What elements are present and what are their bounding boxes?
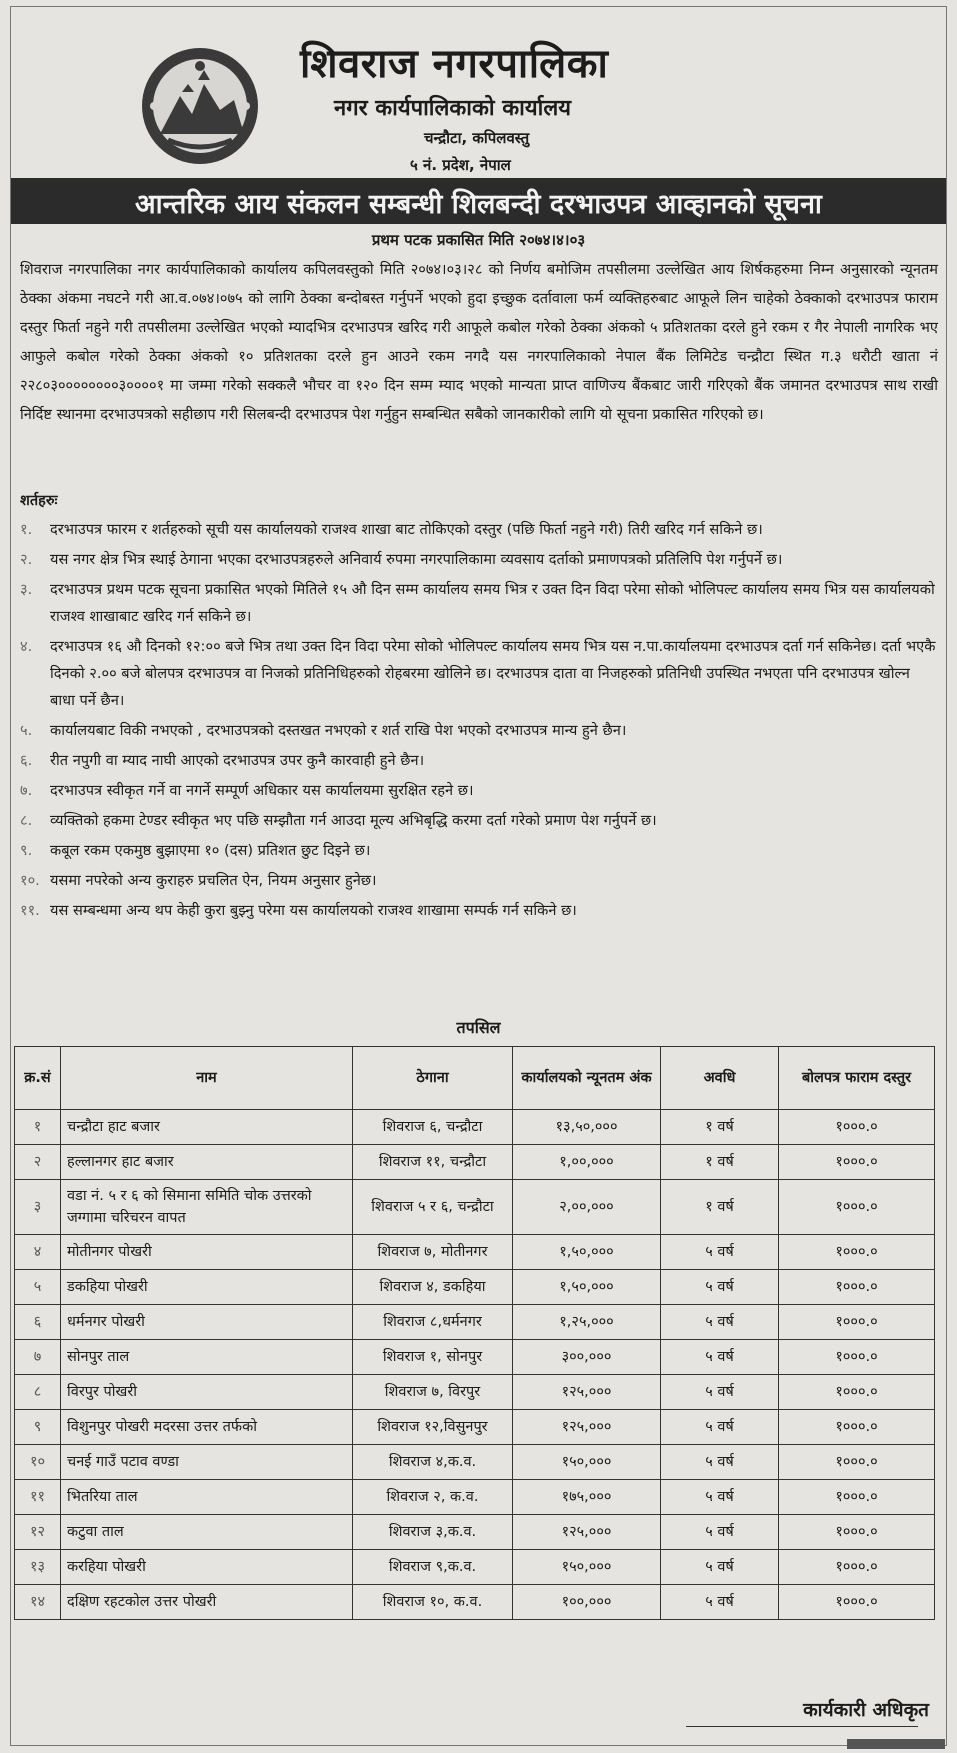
- term-item: [20, 516, 938, 543]
- cell-amount: १५०,०००: [513, 1550, 661, 1585]
- cell-name: चनई गाउँ पटाव वण्डा: [61, 1445, 353, 1480]
- cell-address: शिवराज ७, मोतीनगर: [353, 1235, 513, 1270]
- term-item: [20, 807, 938, 834]
- term-number: ३.: [20, 581, 33, 598]
- cell-address: शिवराज १, सोनपुर: [353, 1340, 513, 1375]
- cell-name: भितरिया ताल: [61, 1480, 353, 1515]
- header: [0, 0, 957, 172]
- intro-paragraph: शिवराज नगरपालिका नगर कार्यपालिकाको कार्यालय कपिलवस्तुको मिति २०७४।०३।२८ को निर्णय बमोजिम तपसीलमा उल्लेखित आय शिर्षकहरुमा निम्न अनुसारको न्यूनतम ठेक्का अंकमा नघटने गरी आ.व.०७४।०७५ को लागि ठेक्का बन्दोबस्त गर्नुपर्ने भएको हुदा इच्छुक दर्तावाला फर्म व्यक्तिहरुबाट आफूले लिन चाहेको ठेक्काको दरभाउपत्र फाराम दस्तुर फिर्ता नहुने गरी तपसीलमा उल्लेखित भएको म्यादभित्र दरभाउपत्र खरिद गरी आफूले कबोल गरेको ठेक्का अंकको ५ प्रतिशतका दरले हुने रकम र गैर नेपाली नागरिक भए आफुले कबोल गरेको ठेक्का अंकको १० प्रतिशतका दरले हुन आउने रकम नगदै यस नगरपालिकाको नेपाल बैंक लिमिटेड चन्द्रौटा स्थित ग.३ धरौटी खाता नं २२८०३००००००००३००००१ मा जम्मा गरेको सक्कलै भौचर वा १२० दिन सम्म म्याद भएको मान्यता प्राप्त वाणिज्य बैंकबाट जारी गरिएको बैंक जमानत दरभाउपत्र साथ राखी निर्दिष्ट स्थानमा दरभाउपत्रको सहीछाप गरी सिलबन्दी दरभाउपत्र पेश गर्नुहुन सम्बन्धित सबैको जानकारीको लागि यो सूचना प्रकासित गरिएको छ।: [20, 261, 939, 423]
- cell-name: हल्लानगर हाट बजार: [61, 1145, 353, 1180]
- cell-amount: १,००,०००: [513, 1145, 661, 1180]
- table-row: [15, 1180, 935, 1235]
- term-number: ९.: [20, 842, 33, 859]
- term-text: यस सम्बन्धमा अन्य थप केही कुरा बुझ्नु परेमा यस कार्यालयको राजश्व शाखामा सम्पर्क गर्न सकिने छ।: [50, 902, 577, 919]
- signatory-title: कार्यकारी अधिकृत: [803, 1699, 929, 1721]
- cell-amount: ३००,०००: [513, 1340, 661, 1375]
- cell-name: कटुवा ताल: [61, 1515, 353, 1550]
- term-text: दरभाउपत्र १६ औ दिनको १२:०० बजे भित्र तथा उक्त दिन विदा परेमा सोको भोलिपल्ट कार्यालय समय भित्र यस न.पा.कार्यालयमा दरभाउपत्र दर्ता गर्न सकिनेछ। दर्ता भएकै दिनको २.०० बजे बोलपत्र दरभाउपत्र वा निजको प्रतिनिधिहरुको रोहबरमा खोलिने छ। दरभाउपत्र दाता वा निजहरुको प्रतिनिधी उपस्थित नभएता पनि दरभाउपत्र खोल्न बाधा पर्ने छैन।: [50, 638, 936, 709]
- cell-address: शिवराज ९,क.व.: [353, 1550, 513, 1585]
- province-line: ५ नं. प्रदेश, नेपाल: [410, 156, 511, 174]
- cell-sn: ३: [15, 1180, 61, 1235]
- government-emblem-icon: [138, 44, 262, 168]
- cell-name: सोनपुर ताल: [61, 1340, 353, 1375]
- cell-duration: १ वर्ष: [661, 1145, 779, 1180]
- column-header-sn: क्र.सं: [15, 1047, 61, 1110]
- table-row: [15, 1110, 935, 1145]
- cell-name: विरपुर पोखरी: [61, 1375, 353, 1410]
- term-number: ८.: [20, 812, 33, 829]
- table-row: [15, 1340, 935, 1375]
- cell-duration: ५ वर्ष: [661, 1550, 779, 1585]
- notice-title-banner: आन्तरिक आय संकलन सम्बन्धी शिलबन्दी दरभाउपत्र आव्हानको सूचना: [11, 178, 946, 224]
- cell-address: शिवराज ३,क.व.: [353, 1515, 513, 1550]
- term-text: कबूल रकम एकमुष्ठ बुझाएमा १० (दस) प्रतिशत छुट दिइने छ।: [50, 842, 371, 859]
- column-header-address: ठेगाना: [353, 1047, 513, 1110]
- column-header-fee: बोलपत्र फाराम दस्तुर: [779, 1047, 935, 1110]
- table-row: [15, 1515, 935, 1550]
- cell-fee: १०००.०: [779, 1180, 935, 1235]
- cell-sn: ५: [15, 1270, 61, 1305]
- term-number: १.: [20, 521, 33, 538]
- term-item: [20, 633, 938, 714]
- publication-date: प्रथम पटक प्रकासित मिति २०७४।४।०३: [371, 231, 586, 249]
- term-text: रीत नपुगी वा म्याद नाघी आएको दरभाउपत्र उपर कुनै कारवाही हुने छैन।: [50, 752, 425, 769]
- cell-duration: ५ वर्ष: [661, 1375, 779, 1410]
- cell-duration: ५ वर्ष: [661, 1305, 779, 1340]
- term-number: ४.: [20, 638, 33, 655]
- cell-fee: १०००.०: [779, 1375, 935, 1410]
- cell-duration: ५ वर्ष: [661, 1270, 779, 1305]
- cell-duration: ५ वर्ष: [661, 1445, 779, 1480]
- cell-name: दक्षिण रहटकोल उत्तर पोखरी: [61, 1585, 353, 1620]
- schedule-table: [14, 1046, 935, 1620]
- cell-sn: १: [15, 1110, 61, 1145]
- term-item: [20, 576, 938, 630]
- cell-duration: ५ वर्ष: [661, 1585, 779, 1620]
- cell-sn: १४: [15, 1585, 61, 1620]
- cell-fee: १०००.०: [779, 1515, 935, 1550]
- cell-sn: ७: [15, 1340, 61, 1375]
- term-text: यसमा नपरेको अन्य कुराहरु प्रचलित ऐन, नियम अनुसार हुनेछ।: [50, 872, 377, 889]
- terms-list: [20, 516, 938, 927]
- term-number: ७.: [20, 782, 33, 799]
- cell-amount: १२५,०००: [513, 1375, 661, 1410]
- cell-address: शिवराज ८,धर्मनगर: [353, 1305, 513, 1340]
- column-header-name: नाम: [61, 1047, 353, 1110]
- schedule-heading: तपसिल: [456, 1018, 501, 1037]
- term-item: [20, 867, 938, 894]
- cell-sn: ८: [15, 1375, 61, 1410]
- cell-name: डकहिया पोखरी: [61, 1270, 353, 1305]
- terms-heading: शर्तहरुः: [20, 493, 58, 509]
- column-header-duration: अवधि: [661, 1047, 779, 1110]
- cell-fee: १०००.०: [779, 1145, 935, 1180]
- term-item: [20, 837, 938, 864]
- term-item: [20, 747, 938, 774]
- term-item: [20, 777, 938, 804]
- table-row: [15, 1145, 935, 1180]
- cell-fee: १०००.०: [779, 1585, 935, 1620]
- term-text: कार्यालयबाट विकी नभएको , दरभाउपत्रको दस्तखत नभएको र शर्त राखि पेश भएको दरभाउपत्र मान्य हुने छैन।: [50, 722, 627, 739]
- cell-amount: १,५०,०००: [513, 1270, 661, 1305]
- cell-duration: १ वर्ष: [661, 1180, 779, 1235]
- table-row: [15, 1445, 935, 1480]
- table-row: [15, 1375, 935, 1410]
- cell-fee: १०००.०: [779, 1445, 935, 1480]
- table-row: [15, 1480, 935, 1515]
- cell-duration: ५ वर्ष: [661, 1410, 779, 1445]
- cell-duration: ५ वर्ष: [661, 1340, 779, 1375]
- term-number: ५.: [20, 722, 33, 739]
- cell-fee: १०००.०: [779, 1235, 935, 1270]
- cell-fee: १०००.०: [779, 1110, 935, 1145]
- cell-address: शिवराज ११, चन्द्रौटा: [353, 1145, 513, 1180]
- cell-fee: १०००.०: [779, 1305, 935, 1340]
- cell-name: चन्द्रौटा हाट बजार: [61, 1110, 353, 1145]
- table-row: [15, 1270, 935, 1305]
- cell-sn: १३: [15, 1550, 61, 1585]
- cell-duration: ५ वर्ष: [661, 1515, 779, 1550]
- cell-address: शिवराज ४, डकहिया: [353, 1270, 513, 1305]
- cell-address: शिवराज १२,विसुनपुर: [353, 1410, 513, 1445]
- term-text: यस नगर क्षेत्र भित्र स्थाई ठेगाना भएका दरभाउपत्रहरुले अनिवार्य रुपमा नगरपालिकामा व्यवसाय दर्ताको प्रमाणपत्रको प्रतिलिपि पेश गर्नुपर्ने छ।: [50, 551, 783, 568]
- term-text: दरभाउपत्र स्वीकृत गर्ने वा नगर्ने सम्पूर्ण अधिकार यस कार्यालयमा सुरक्षित रहने छ।: [50, 782, 474, 799]
- cell-sn: १२: [15, 1515, 61, 1550]
- table-row: [15, 1305, 935, 1340]
- term-item: [20, 717, 938, 744]
- cell-address: शिवराज १०, क.व.: [353, 1585, 513, 1620]
- table-row: [15, 1550, 935, 1585]
- cell-amount: २,००,०००: [513, 1180, 661, 1235]
- cell-amount: १००,०००: [513, 1585, 661, 1620]
- cell-sn: ६: [15, 1305, 61, 1340]
- cell-amount: १७५,०००: [513, 1480, 661, 1515]
- cell-sn: २: [15, 1145, 61, 1180]
- term-item: [20, 546, 938, 573]
- office-subtitle: नगर कार्यपालिकाको कार्यालय: [334, 96, 571, 121]
- cell-fee: १०००.०: [779, 1340, 935, 1375]
- cell-fee: १०००.०: [779, 1550, 935, 1585]
- cell-amount: १५०,०००: [513, 1445, 661, 1480]
- cell-name: करहिया पोखरी: [61, 1550, 353, 1585]
- signature-underline: [686, 1726, 918, 1727]
- term-text: दरभाउपत्र प्रथम पटक सूचना प्रकासित भएको मितिले १५ औ दिन सम्म कार्यालय समय भित्र र उक्त दिन विदा परेमा सोको भोलिपल्ट कार्यालय समय भित्र यस कार्यालयको राजश्व शाखाबाट खरिद गर्न सकिने छ।: [50, 581, 935, 625]
- cell-amount: १२५,०००: [513, 1410, 661, 1445]
- cell-address: शिवराज ६, चन्द्रौटा: [353, 1110, 513, 1145]
- cell-address: शिवराज ७, विरपुर: [353, 1375, 513, 1410]
- cell-address: शिवराज २, क.व.: [353, 1480, 513, 1515]
- scan-edge-mark: [847, 1739, 945, 1749]
- cell-amount: १२५,०००: [513, 1515, 661, 1550]
- column-header-amount: कार्यालयको न्यूनतम अंक: [513, 1047, 661, 1110]
- cell-amount: १,५०,०००: [513, 1235, 661, 1270]
- table-row: [15, 1235, 935, 1270]
- cell-duration: १ वर्ष: [661, 1110, 779, 1145]
- cell-name: वडा नं. ५ र ६ को सिमाना समिति चोक उत्तरको जग्गामा चरिचरन वापत: [61, 1180, 353, 1235]
- cell-sn: ४: [15, 1235, 61, 1270]
- table-row: [15, 1410, 935, 1445]
- cell-name: मोतीनगर पोखरी: [61, 1235, 353, 1270]
- term-number: ११.: [20, 902, 40, 919]
- cell-fee: १०००.०: [779, 1480, 935, 1515]
- cell-address: शिवराज ४,क.व.: [353, 1445, 513, 1480]
- term-text: व्यक्तिको हकमा टेण्डर स्वीकृत भए पछि सम्झौता गर्न आउदा मूल्य अभिबृद्धि करमा दर्ता गरेको प्रमाण पेश गर्नुपर्ने छ।: [50, 812, 657, 829]
- municipality-title: शिवराज नगरपालिका: [300, 41, 609, 87]
- address-line: चन्द्रौटा, कपिलवस्तु: [424, 129, 530, 147]
- cell-amount: १३,५०,०००: [513, 1110, 661, 1145]
- cell-fee: १०००.०: [779, 1410, 935, 1445]
- cell-sn: १०: [15, 1445, 61, 1480]
- term-text: दरभाउपत्र फारम र शर्तहरुको सूची यस कार्यालयको राजश्व शाखा बाट तोकिएको दस्तुर (पछि फिर्ता नहुने गरी) तिरी खरिद गर्न सकिने छ।: [50, 521, 763, 538]
- cell-sn: ९: [15, 1410, 61, 1445]
- table-row: [15, 1585, 935, 1620]
- cell-address: शिवराज ५ र ६, चन्द्रौटा: [353, 1180, 513, 1235]
- cell-fee: १०००.०: [779, 1270, 935, 1305]
- term-number: १०.: [20, 872, 40, 889]
- cell-name: विशुनपुर पोखरी मदरसा उत्तर तर्फको: [61, 1410, 353, 1445]
- cell-name: धर्मनगर पोखरी: [61, 1305, 353, 1340]
- cell-amount: १,२५,०००: [513, 1305, 661, 1340]
- cell-duration: ५ वर्ष: [661, 1480, 779, 1515]
- term-item: [20, 897, 938, 924]
- table-header-row: [15, 1047, 935, 1110]
- cell-duration: ५ वर्ष: [661, 1235, 779, 1270]
- term-number: ६.: [20, 752, 33, 769]
- cell-sn: ११: [15, 1480, 61, 1515]
- term-number: २.: [20, 551, 33, 568]
